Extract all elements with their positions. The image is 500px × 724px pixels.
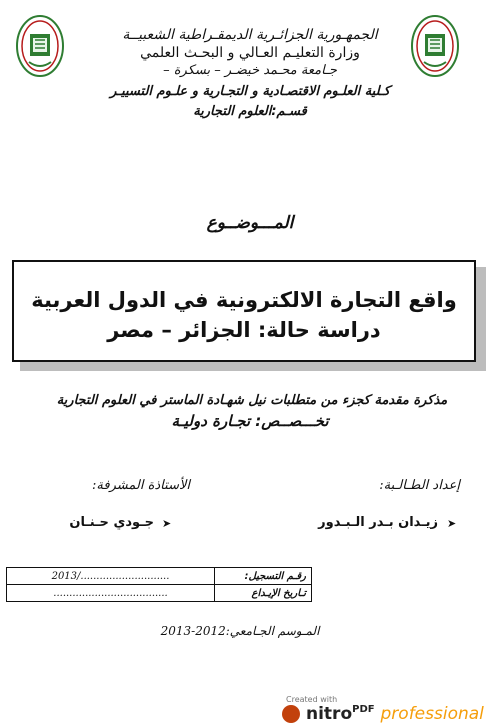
nitro-watermark bbox=[282, 704, 500, 724]
deposit-value: .................................... bbox=[7, 585, 215, 602]
title-box bbox=[12, 260, 476, 362]
memo-text: مذكرة مقدمة كجزء من متطلبات نيل شهـادة الماستر في العلوم التجارية bbox=[56, 393, 448, 408]
university-logo-right bbox=[410, 14, 460, 78]
supervisor-label: الأستاذة المشرفة: bbox=[92, 478, 190, 493]
header-university: جـامعة محـمد خيضـر – بسكرة – bbox=[163, 63, 337, 78]
nitro-edition: professional bbox=[380, 704, 484, 724]
table-row bbox=[7, 568, 312, 585]
title-line-1: واقع التجارة الالكترونية في الدول العربية bbox=[31, 288, 457, 312]
student-label: إعداد الطـالـبة: bbox=[379, 478, 460, 493]
reg-value: ............................/2013 bbox=[7, 568, 215, 585]
table-row bbox=[7, 585, 312, 602]
supervisor-name: جـودي حـنـان bbox=[69, 515, 154, 530]
registration-table bbox=[6, 567, 312, 602]
header-department: قسـم:العلوم التجارية bbox=[193, 104, 307, 119]
title-line-2: دراسة حالة: الجزائر – مصر bbox=[107, 318, 381, 342]
nitro-brand: nitro bbox=[306, 704, 353, 724]
student-name: زيـدان بـدر الـبـدور bbox=[318, 515, 438, 530]
university-logo-left bbox=[15, 14, 65, 78]
arrow-bullet-icon: ➤ bbox=[447, 517, 457, 530]
specialization: تخـــصــص: تجـارة دوليـة bbox=[171, 412, 329, 430]
reg-label: رقـم التسجيل: bbox=[215, 568, 312, 585]
nitro-brand-text bbox=[306, 704, 484, 724]
academic-season: المـوسم الجـامعي:2012-2013 bbox=[160, 624, 320, 638]
header-republic: الجمهـورية الجزائـرية الديمقـراطية الشعبيــة bbox=[122, 27, 378, 43]
arrow-bullet-icon: ➤ bbox=[162, 517, 172, 530]
header-ministry: وزارة التعليـم العـالي و البحـث العلمي bbox=[140, 45, 360, 61]
header-faculty: كـلية العلـوم الاقتصـادية و التجـارية و علـوم التسييـر bbox=[110, 84, 390, 99]
subject-heading: المـــوضــوع bbox=[206, 213, 294, 233]
deposit-label: تـاريخ الإيـداع bbox=[215, 585, 312, 602]
nitro-brand-pdf: PDF bbox=[352, 704, 375, 715]
watermark-created-with: Created with bbox=[286, 695, 338, 704]
nitro-logo-icon bbox=[282, 705, 300, 723]
